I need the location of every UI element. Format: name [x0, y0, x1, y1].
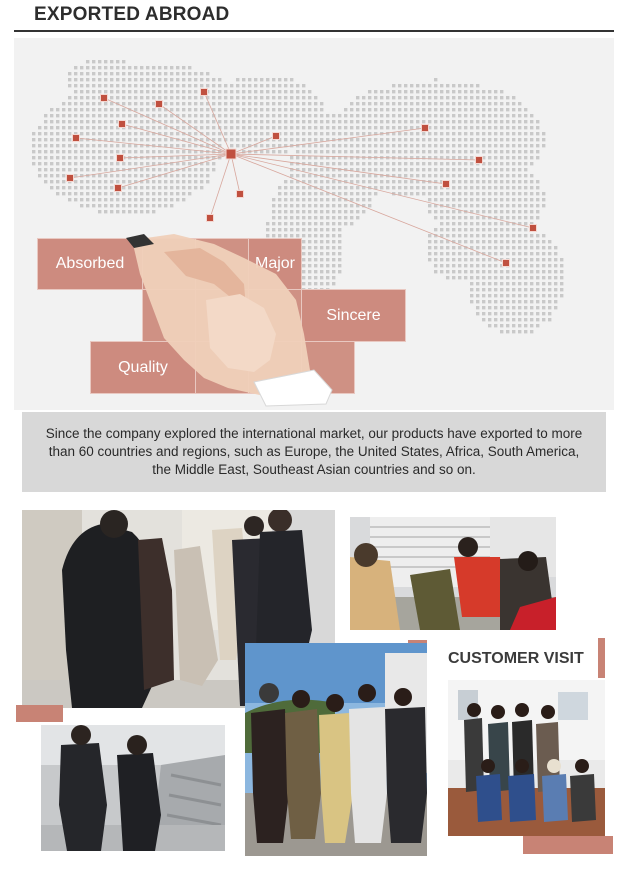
accent-strip: [598, 638, 605, 678]
section-title: EXPORTED ABROAD: [34, 4, 230, 25]
description-text: Since the company explored the international market, our products have exported to more than 60 countries and regions, such as Europe, the United States, Africa, South America, the Middle East, Southeast Asian countries and so on.: [45, 426, 583, 477]
export-world-map: [14, 38, 614, 410]
keyword-sincere: Sincere: [301, 289, 406, 342]
handshake-image: [14, 38, 614, 410]
photo-container-inspection: [350, 517, 556, 630]
photo-group-visit: [245, 643, 427, 856]
customer-visit-heading: CUSTOMER VISIT: [448, 650, 584, 667]
photo-team-container-house: [448, 680, 605, 836]
accent-strip: [523, 836, 613, 854]
keyword-major: Major: [248, 238, 302, 290]
keyword-quality: Quality: [90, 341, 196, 394]
accent-strip: [16, 705, 63, 722]
keyword-absorbed: Absorbed: [37, 238, 143, 290]
title-divider: [14, 30, 614, 32]
photo-steel-inspection: [41, 725, 225, 851]
export-description: [22, 412, 606, 492]
